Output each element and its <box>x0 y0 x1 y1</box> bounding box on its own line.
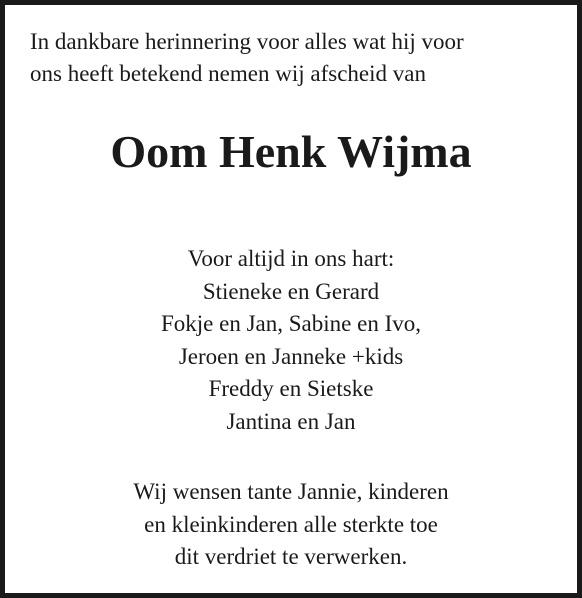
family-line: Fokje en Jan, Sabine en Ivo, <box>161 311 421 336</box>
family-line: Freddy en Sietske <box>208 376 374 401</box>
family-list <box>0 243 582 438</box>
intro-line: In dankbare herinnering voor alles wat hij voor <box>30 29 464 54</box>
closing-text <box>0 476 582 574</box>
family-heading: Voor altijd in ons hart: <box>187 246 395 271</box>
family-line: Jantina en Jan <box>226 408 356 434</box>
family-line: Jeroen en Janneke +kids <box>178 343 404 369</box>
closing-line: dit verdriet te verwerken. <box>174 544 408 569</box>
intro-line: ons heeft betekend nemen wij afscheid van <box>30 61 426 86</box>
closing-line: en kleinkinderen alle sterkte toe <box>144 511 438 537</box>
closing-line: Wij wensen tante Jannie, kinderen <box>133 479 449 504</box>
deceased-name: Oom Henk Wijma <box>110 126 472 177</box>
intro-text <box>30 26 560 90</box>
family-line: Stieneke en Gerard <box>202 278 380 304</box>
